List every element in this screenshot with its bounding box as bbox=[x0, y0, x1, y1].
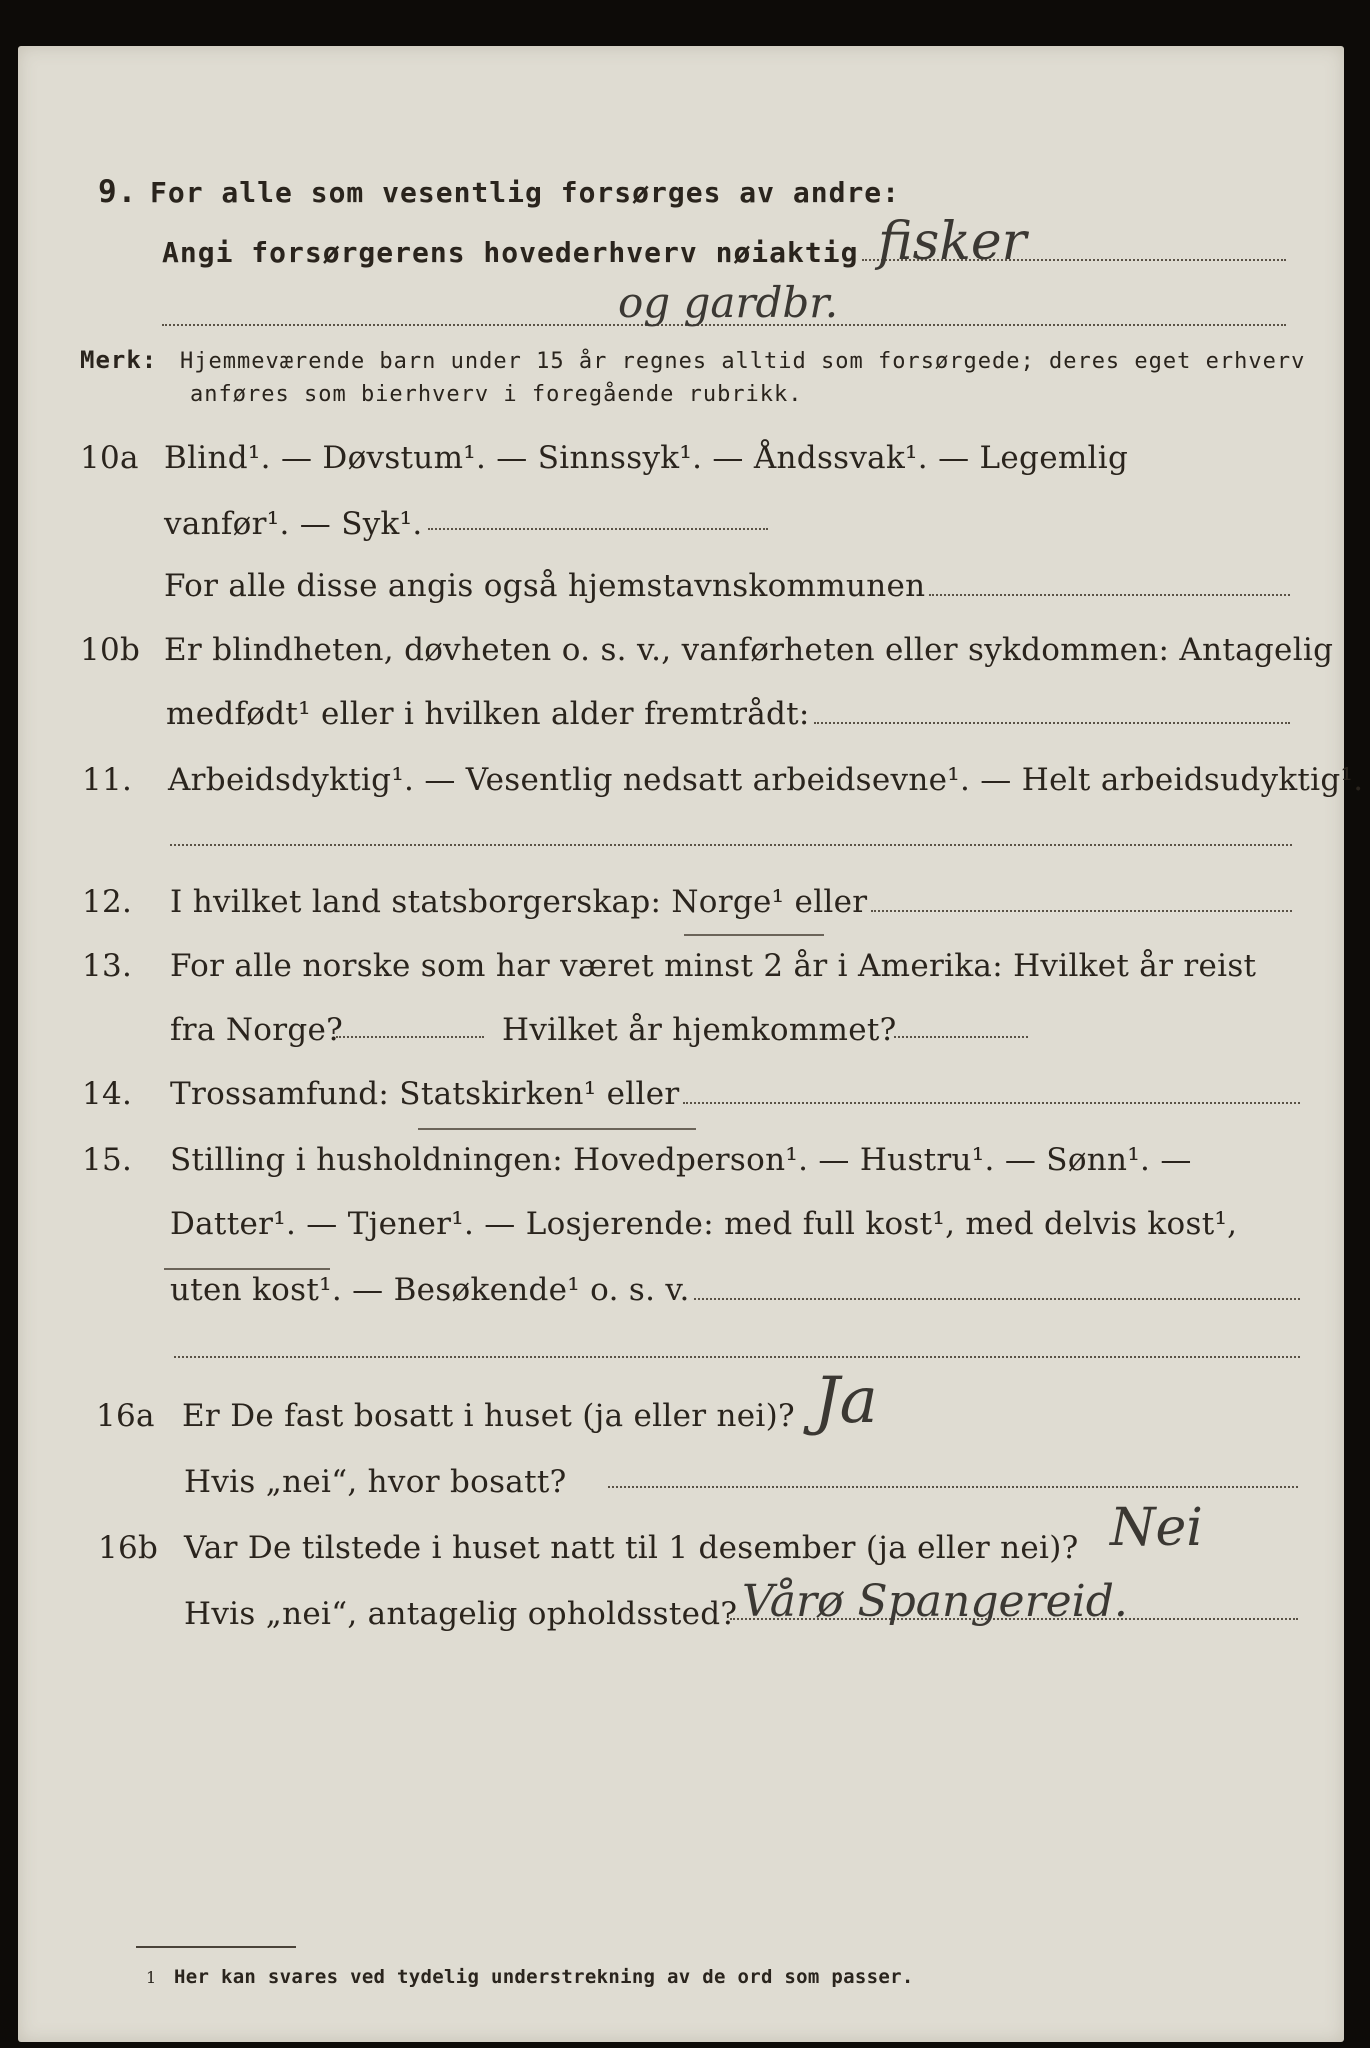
q16a-answer-handwritten: Ja bbox=[814, 1364, 878, 1438]
q9-title: For alle som vesentlig forsørges av andre: bbox=[150, 176, 901, 209]
q15-answer-line-2[interactable] bbox=[174, 1356, 1300, 1358]
footnote-rule bbox=[136, 1946, 296, 1948]
q9-label-row bbox=[162, 236, 1286, 269]
q16b-row-2 bbox=[184, 1596, 737, 1632]
q10b-line-2: medfødt¹ eller i hvilken alder fremtrådt: bbox=[166, 696, 810, 732]
q14-statskirken-underline bbox=[418, 1128, 696, 1130]
q10a-number: 10a bbox=[80, 440, 139, 476]
q11-number: 11. bbox=[82, 762, 133, 798]
q16b-row-1 bbox=[98, 1530, 1079, 1566]
q15-line-3: uten kost¹. — Besøkende¹ o. s. v. bbox=[170, 1272, 690, 1308]
q16b-number: 16b bbox=[98, 1530, 159, 1566]
q10a-answer-line[interactable] bbox=[428, 528, 768, 530]
q9-title-row bbox=[98, 174, 900, 210]
q13-hjemkommet-line[interactable] bbox=[894, 1036, 1028, 1038]
q10a-line-3: For alle disse angis også hjemstavnskommunen bbox=[164, 568, 926, 604]
q12-norge-underline bbox=[684, 934, 824, 936]
q10b-answer-line[interactable] bbox=[814, 722, 1290, 724]
merk-line-1: Hjemmeværende barn under 15 år regnes alltid som forsørgede; deres eget erhverv bbox=[180, 349, 1306, 374]
q16a-line-1: Er De fast bosatt i huset (ja eller nei)? bbox=[182, 1398, 795, 1434]
q13-line-1: For alle norske som har været minst 2 år i Amerika: Hvilket år reist bbox=[170, 948, 1257, 984]
q13-row-1 bbox=[82, 948, 1256, 984]
q9-label: Angi forsørgerens hovederhverv nøiaktig bbox=[162, 236, 859, 269]
q10b-line-1: Er blindheten, døvheten o. s. v., vanførheten eller sykdommen: Antagelig bbox=[164, 632, 1334, 668]
merk-label: Merk: bbox=[80, 346, 158, 374]
q16a-number: 16a bbox=[96, 1398, 155, 1434]
q12-number: 12. bbox=[82, 884, 133, 920]
q11-line-1: Arbeidsdyktig¹. — Vesentlig nedsatt arbeidsevne¹. — Helt arbeidsudyktig¹. bbox=[168, 762, 1364, 798]
q11-answer-line[interactable] bbox=[170, 844, 1292, 846]
q13-line-2a: fra Norge? bbox=[170, 1012, 344, 1048]
q15-number: 15. bbox=[82, 1142, 133, 1178]
q16a-line-2: Hvis „nei“, hvor bosatt? bbox=[184, 1464, 567, 1500]
q12-line-1: I hvilket land statsborgerskap: Norge¹ eller bbox=[170, 884, 868, 920]
q12-answer-line[interactable] bbox=[871, 910, 1292, 912]
q10b-row-1 bbox=[80, 632, 1333, 668]
footnote-text: Her kan svares ved tydelig understrekning av de ord som passer. bbox=[174, 1966, 914, 1988]
q16b-line-1: Var De tilstede i huset natt til 1 desember (ja eller nei)? bbox=[184, 1530, 1079, 1566]
q13-line-2b: Hvilket år hjemkommet? bbox=[502, 1012, 897, 1048]
footnote-row bbox=[146, 1966, 914, 1988]
q11-row-1 bbox=[82, 762, 1363, 798]
q15-line-1: Stilling i husholdningen: Hovedperson¹. — Hustru¹. — Sønn¹. — bbox=[170, 1142, 1192, 1178]
q10a-row-2 bbox=[164, 506, 423, 542]
q10b-row-2 bbox=[166, 696, 1290, 732]
q15-row-1 bbox=[82, 1142, 1192, 1178]
q15-line-2: Datter¹. — Tjener¹. — Losjerende: med full kost¹, med delvis kost¹, bbox=[170, 1206, 1238, 1242]
census-form-page bbox=[18, 46, 1364, 2042]
q15-answer-line[interactable] bbox=[694, 1298, 1300, 1300]
q13-row-2b bbox=[502, 1012, 897, 1048]
q16a-bosatt-line[interactable] bbox=[608, 1486, 1298, 1488]
q14-number: 14. bbox=[82, 1076, 133, 1112]
q13-number: 13. bbox=[82, 948, 133, 984]
q15-row-2 bbox=[170, 1206, 1237, 1242]
q15-row-3 bbox=[170, 1272, 1300, 1308]
q12-row-1 bbox=[82, 884, 1292, 920]
q10a-row-1 bbox=[80, 440, 1128, 476]
q14-answer-line[interactable] bbox=[683, 1102, 1300, 1104]
q13-reist-line[interactable] bbox=[336, 1036, 484, 1038]
q14-line-1: Trossamfund: Statskirken¹ eller bbox=[170, 1076, 680, 1112]
q16b-line-2: Hvis „nei“, antagelig opholdssted? bbox=[184, 1596, 738, 1632]
q13-row-2 bbox=[170, 1012, 343, 1048]
q10a-line-2: vanfør¹. — Syk¹. bbox=[164, 506, 423, 542]
q16b-answer-handwritten-1: Nei bbox=[1110, 1498, 1203, 1558]
q10a-row-3 bbox=[164, 568, 1290, 604]
q14-row-1 bbox=[82, 1076, 1300, 1112]
q16b-answer-handwritten-2: Vårø Spangereid. bbox=[742, 1576, 1128, 1627]
q10a-line-1: Blind¹. — Døvstum¹. — Sinnssyk¹. — Åndssvak¹. — Legemlig bbox=[164, 440, 1129, 476]
q9-number: 9. bbox=[98, 174, 138, 210]
q16a-row-1 bbox=[96, 1398, 795, 1434]
q9-answer-handwritten-1: fisker bbox=[878, 212, 1027, 272]
q9-answer-handwritten-2: og gardbr. bbox=[618, 278, 839, 327]
merk-row-1 bbox=[80, 346, 1305, 374]
merk-line-2: anføres som bierhverv i foregående rubrikk. bbox=[190, 382, 803, 407]
q10a-hjemstavn-line[interactable] bbox=[929, 594, 1290, 596]
q10b-number: 10b bbox=[80, 632, 141, 668]
footnote-mark: 1 bbox=[146, 1968, 157, 1987]
q15-uten-kost-underline bbox=[164, 1268, 330, 1270]
q16a-row-2 bbox=[184, 1464, 567, 1500]
